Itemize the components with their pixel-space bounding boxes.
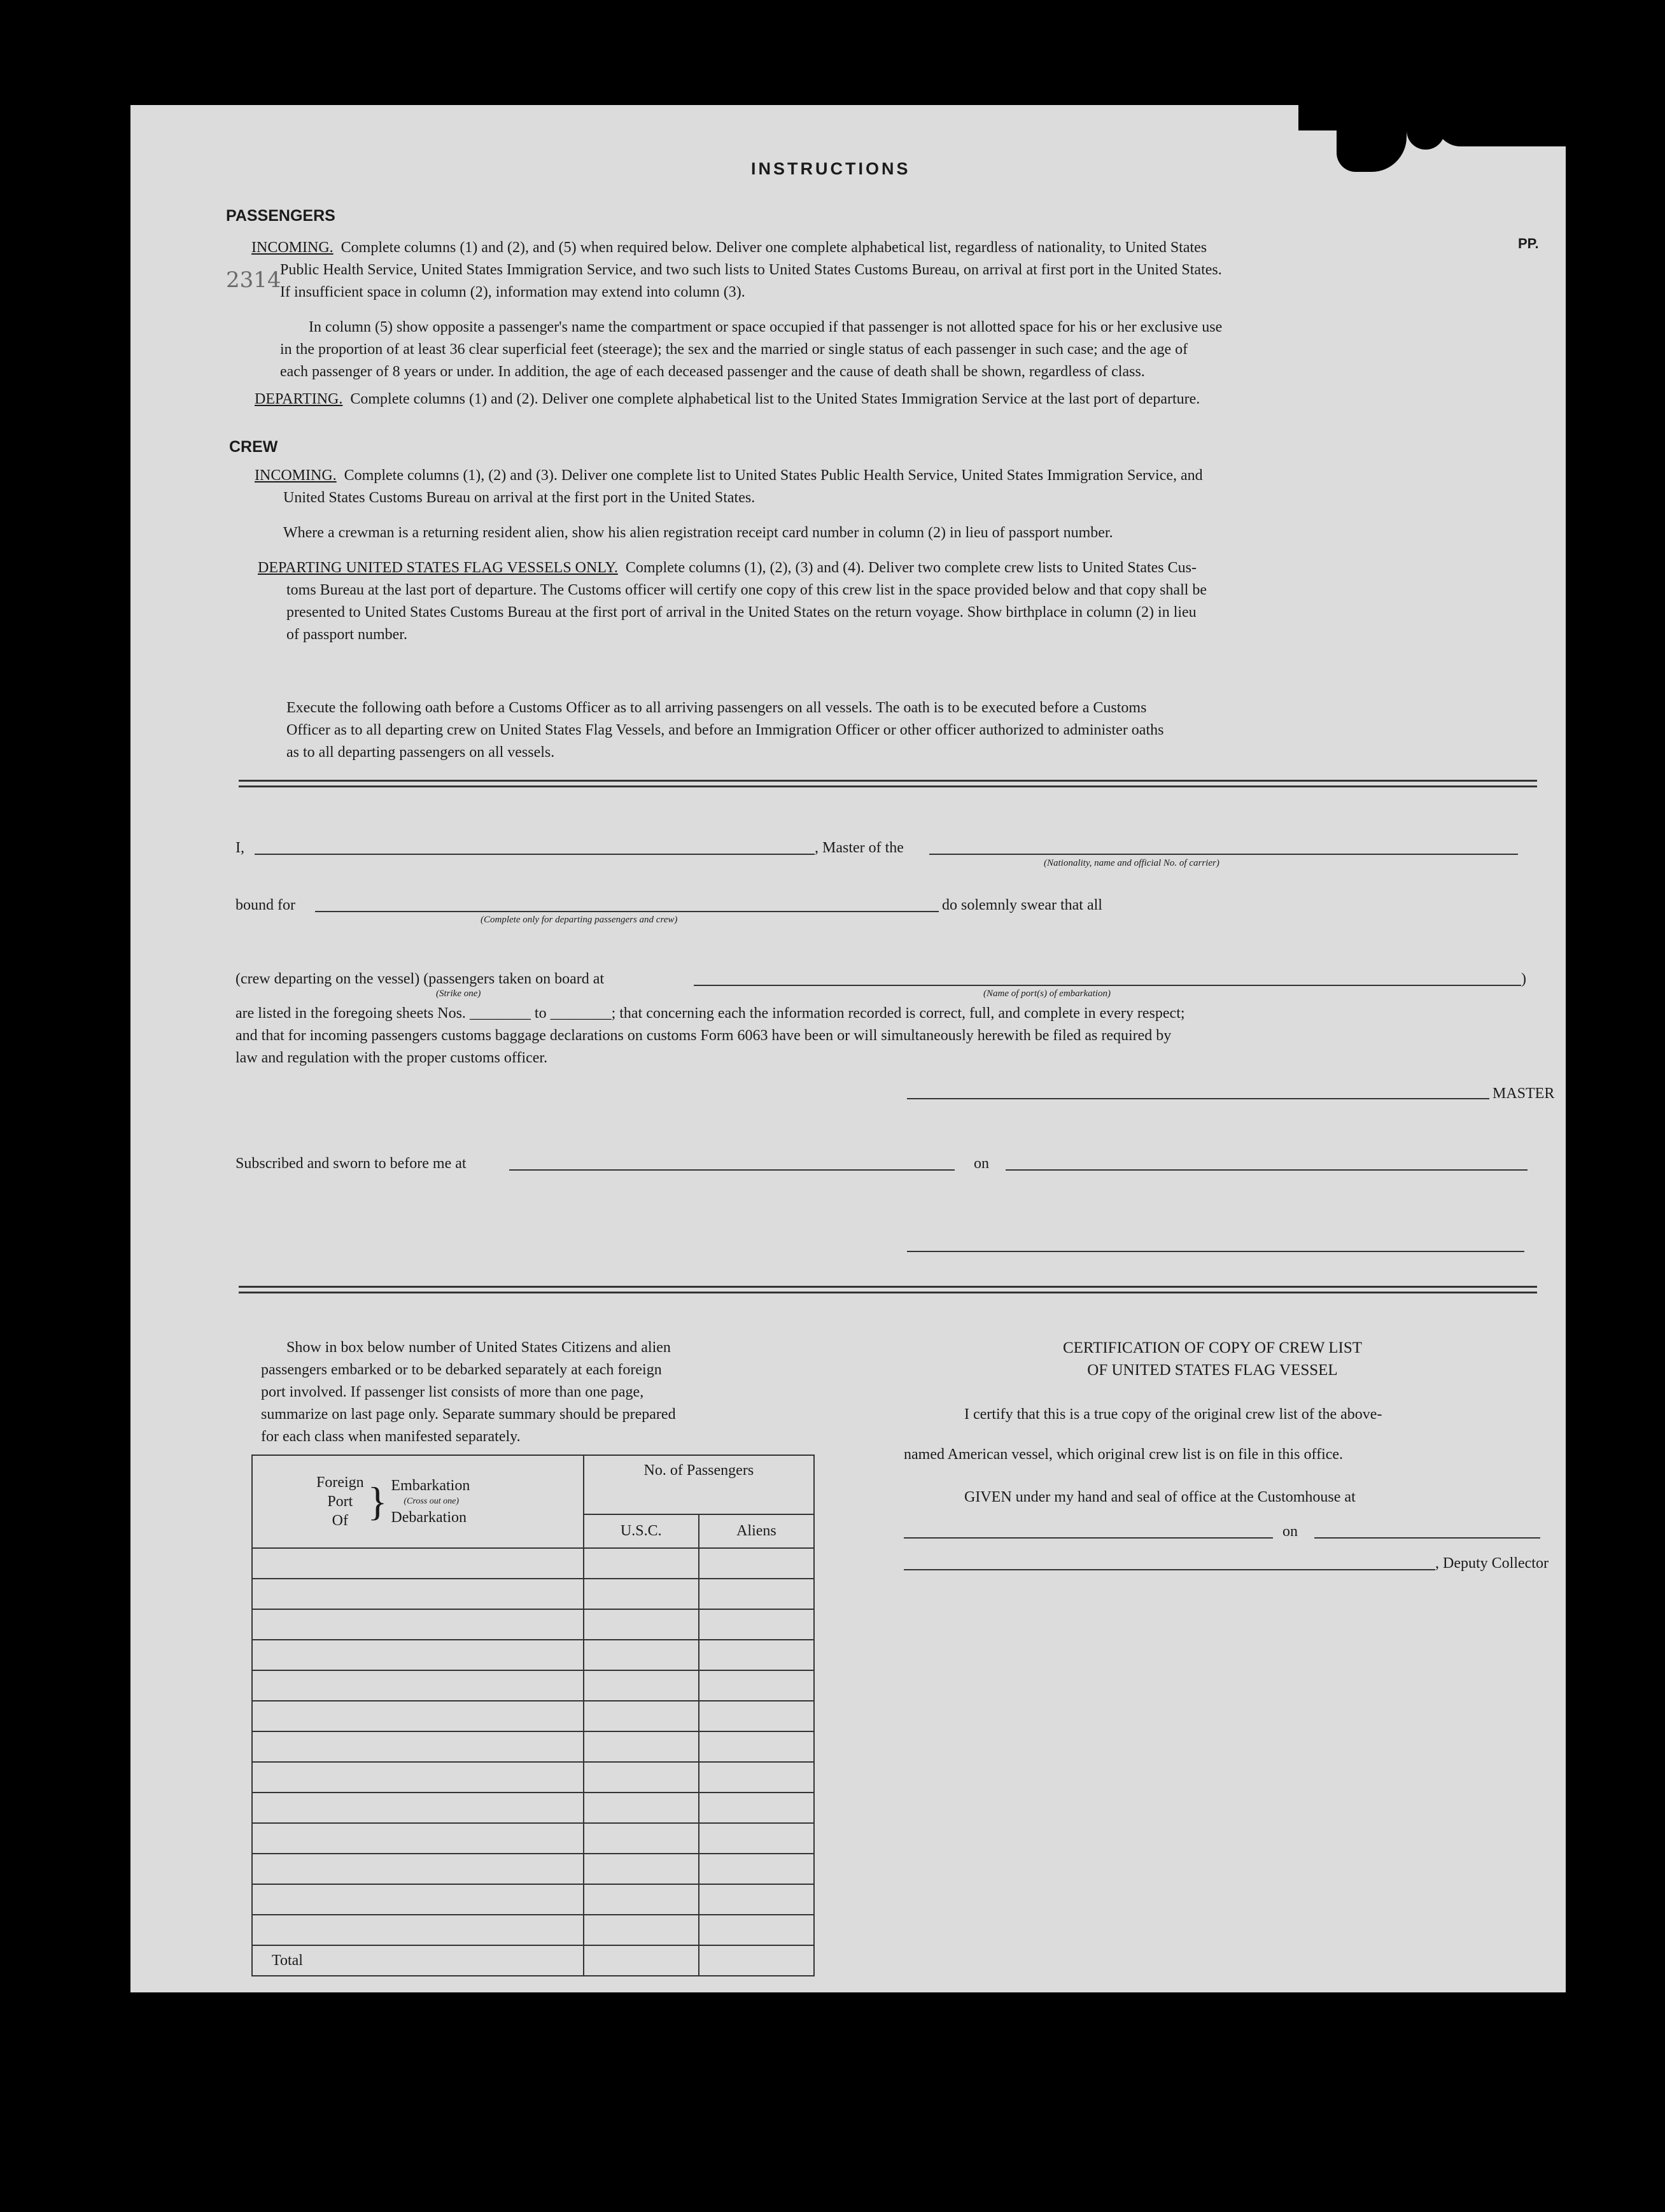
strike-caption: (Strike one) (436, 989, 481, 999)
oath-i-label: I, (235, 840, 244, 856)
port-header-cell: Foreign Port Of } Embarkation (Cross out one) Debarkation (252, 1455, 584, 1548)
passengers-departing-block: DEPARTING. Complete columns (1) and (2). Deliver one complete alphabetical list to the United States Immigration Service at the last port of departure. (255, 391, 1200, 407)
crew-resident-note: Where a crewman is a returning resident alien, show his alien registration receipt card number in column (2) in lieu of passport number. (283, 525, 1113, 541)
crew-flag-block: DEPARTING UNITED STATES FLAG VESSELS ONLY. Complete columns (1), (2), (3) and (4). Deliver two complete crew lists to United States Cus- toms Bureau at the last port of departure. The Customs officer will certify one copy of this crew list in the space provided below and that copy shall be presented to United States Customs Bureau at the first port of arrival in the United States on the return voyage. Show birthplace in column (2) in lieu of passport number. (258, 560, 1207, 643)
oath-swear-text: do solemnly swear that all (942, 897, 1102, 913)
aliens-header: Aliens (699, 1514, 814, 1548)
close-paren: ) (1521, 971, 1526, 987)
deputy-collector-label: , Deputy Collector (1435, 1555, 1549, 1572)
passengers-count-header: No. of Passengers (584, 1455, 814, 1514)
certification-on-label: on (1282, 1523, 1298, 1540)
passengers-incoming-block: INCOMING. Complete columns (1) and (2), and (5) when required below. Deliver one complete alphabetical list, regardless of nationality, to United States Public Health Service, United States Immigration Service, and two such lists to United States Customs Bureau, on arrival at first port in the United States. If insufficient space in column (2), information may extend into column (3). (251, 239, 1222, 300)
sworn-on-label: on (974, 1155, 989, 1172)
table-row (252, 1762, 814, 1793)
sworn-place-field[interactable] (509, 1169, 955, 1171)
ports-caption: (Name of port(s) of embarkation) (983, 989, 1111, 999)
master-label: MASTER (1493, 1085, 1555, 1102)
table-row (252, 1548, 814, 1579)
crew-flag-label: DEPARTING UNITED STATES FLAG VESSELS ONLY. (258, 560, 618, 576)
table-row (252, 1731, 814, 1762)
certification-title: CERTIFICATION OF COPY OF CREW LIST OF UNITED STATES FLAG VESSEL (1062, 1339, 1363, 1379)
oath-intro: Execute the following oath before a Customs Officer as to all arriving passengers on all vessels. The oath is to be executed before a Customs Officer as to all departing crew on United States Flag Vessels, and before an Immigration Officer or other officer authorized to administer oaths as to all departing passengers on all vessels. (286, 700, 1164, 761)
passengers-heading: PASSENGERS (226, 207, 335, 225)
table-row (252, 1823, 814, 1854)
table-row (252, 1670, 814, 1701)
certification-text: I certify that this is a true copy of the original crew list of the above- named American vessel, which original crew list is on file in this office. (904, 1406, 1382, 1463)
bound-for-field[interactable] (315, 911, 939, 912)
passengers-column5-block: In column (5) show opposite a passenger's name the compartment or space occupied if that passenger is not allotted space for his or her exclusive use in the proportion of at least 36 clear superficial feet (steerage); the sex and the married or single status of each passenger in such case; and the age of each passenger of 8 years or under. In addition, the age of each deceased passenger and the cause of death shall be shown, regardless of class. (280, 319, 1223, 380)
bound-caption: (Complete only for departing passengers and crew) (481, 915, 678, 925)
table-row (252, 1609, 814, 1640)
crew-heading: CREW (229, 438, 278, 456)
oath-bound-for-label: bound for (235, 897, 295, 913)
total-label: Total (252, 1945, 584, 1976)
sworn-date-field[interactable] (1006, 1169, 1528, 1171)
given-text: GIVEN under my hand and seal of office at the Customhouse at (964, 1489, 1356, 1505)
crew-incoming-block: INCOMING. Complete columns (1), (2) and (3). Deliver one complete list to United States Public Health Service, United States Immigration Service, and United States Customs Bureau on arrival at the first port in the United States. (255, 467, 1203, 506)
oath-crew-departing-text: (crew departing on the vessel) (passengers taken on board at (235, 971, 605, 987)
summary-instructions: Show in box below number of United States Citizens and alien passengers embarked or to be debarked separately at each foreign port involved. If passenger list consists of more than one page, summarize on last page only. Separate summary should be prepared for each class when manifested separately. (261, 1339, 676, 1445)
carrier-caption: (Nationality, name and official No. of carrier) (1044, 858, 1219, 868)
summary-header-row (252, 1455, 814, 1514)
form-sheet (130, 105, 1566, 1992)
oath-master-of-text: , Master of the (815, 840, 904, 856)
passengers-incoming-label: INCOMING. (251, 239, 334, 256)
paper-damage (1435, 118, 1566, 146)
page-title: INSTRUCTIONS (751, 159, 911, 178)
passengers-departing-label: DEPARTING. (255, 391, 343, 407)
total-row (252, 1945, 814, 1976)
margin-mark: PP. (1518, 236, 1539, 251)
customhouse-field[interactable] (904, 1537, 1273, 1539)
table-row (252, 1915, 814, 1945)
subscribed-text: Subscribed and sworn to before me at (235, 1155, 467, 1172)
passenger-summary-table (251, 1455, 815, 1976)
table-row (252, 1701, 814, 1731)
master-signature-field[interactable] (907, 1098, 1489, 1099)
embarkation-ports-field[interactable] (694, 985, 1521, 986)
oath-body: are listed in the foregoing sheets Nos. ________ to ________; that concerning each the information recorded is correct, full, and complete in every respect; and that for incoming passengers customs baggage declarations on customs Form 6063 have been or will simultaneously herewith be filed as required by law and regulation with the proper customs officer. (235, 1005, 1185, 1066)
master-name-field[interactable] (255, 854, 815, 855)
table-row (252, 1640, 814, 1670)
section-divider (239, 780, 1537, 787)
usc-header: U.S.C. (584, 1514, 699, 1548)
table-row (252, 1579, 814, 1609)
handwritten-sheet-number: 2314 (226, 267, 281, 293)
officer-signature-field[interactable] (907, 1251, 1524, 1252)
section-divider (239, 1286, 1537, 1293)
crew-incoming-label: INCOMING. (255, 467, 337, 484)
carrier-field[interactable] (929, 854, 1518, 855)
deputy-signature-field[interactable] (904, 1569, 1435, 1570)
table-row (252, 1793, 814, 1823)
brace-icon: } (367, 1479, 388, 1524)
table-row (252, 1884, 814, 1915)
certification-date-field[interactable] (1314, 1537, 1540, 1539)
paper-damage (1337, 127, 1407, 172)
table-row (252, 1854, 814, 1884)
